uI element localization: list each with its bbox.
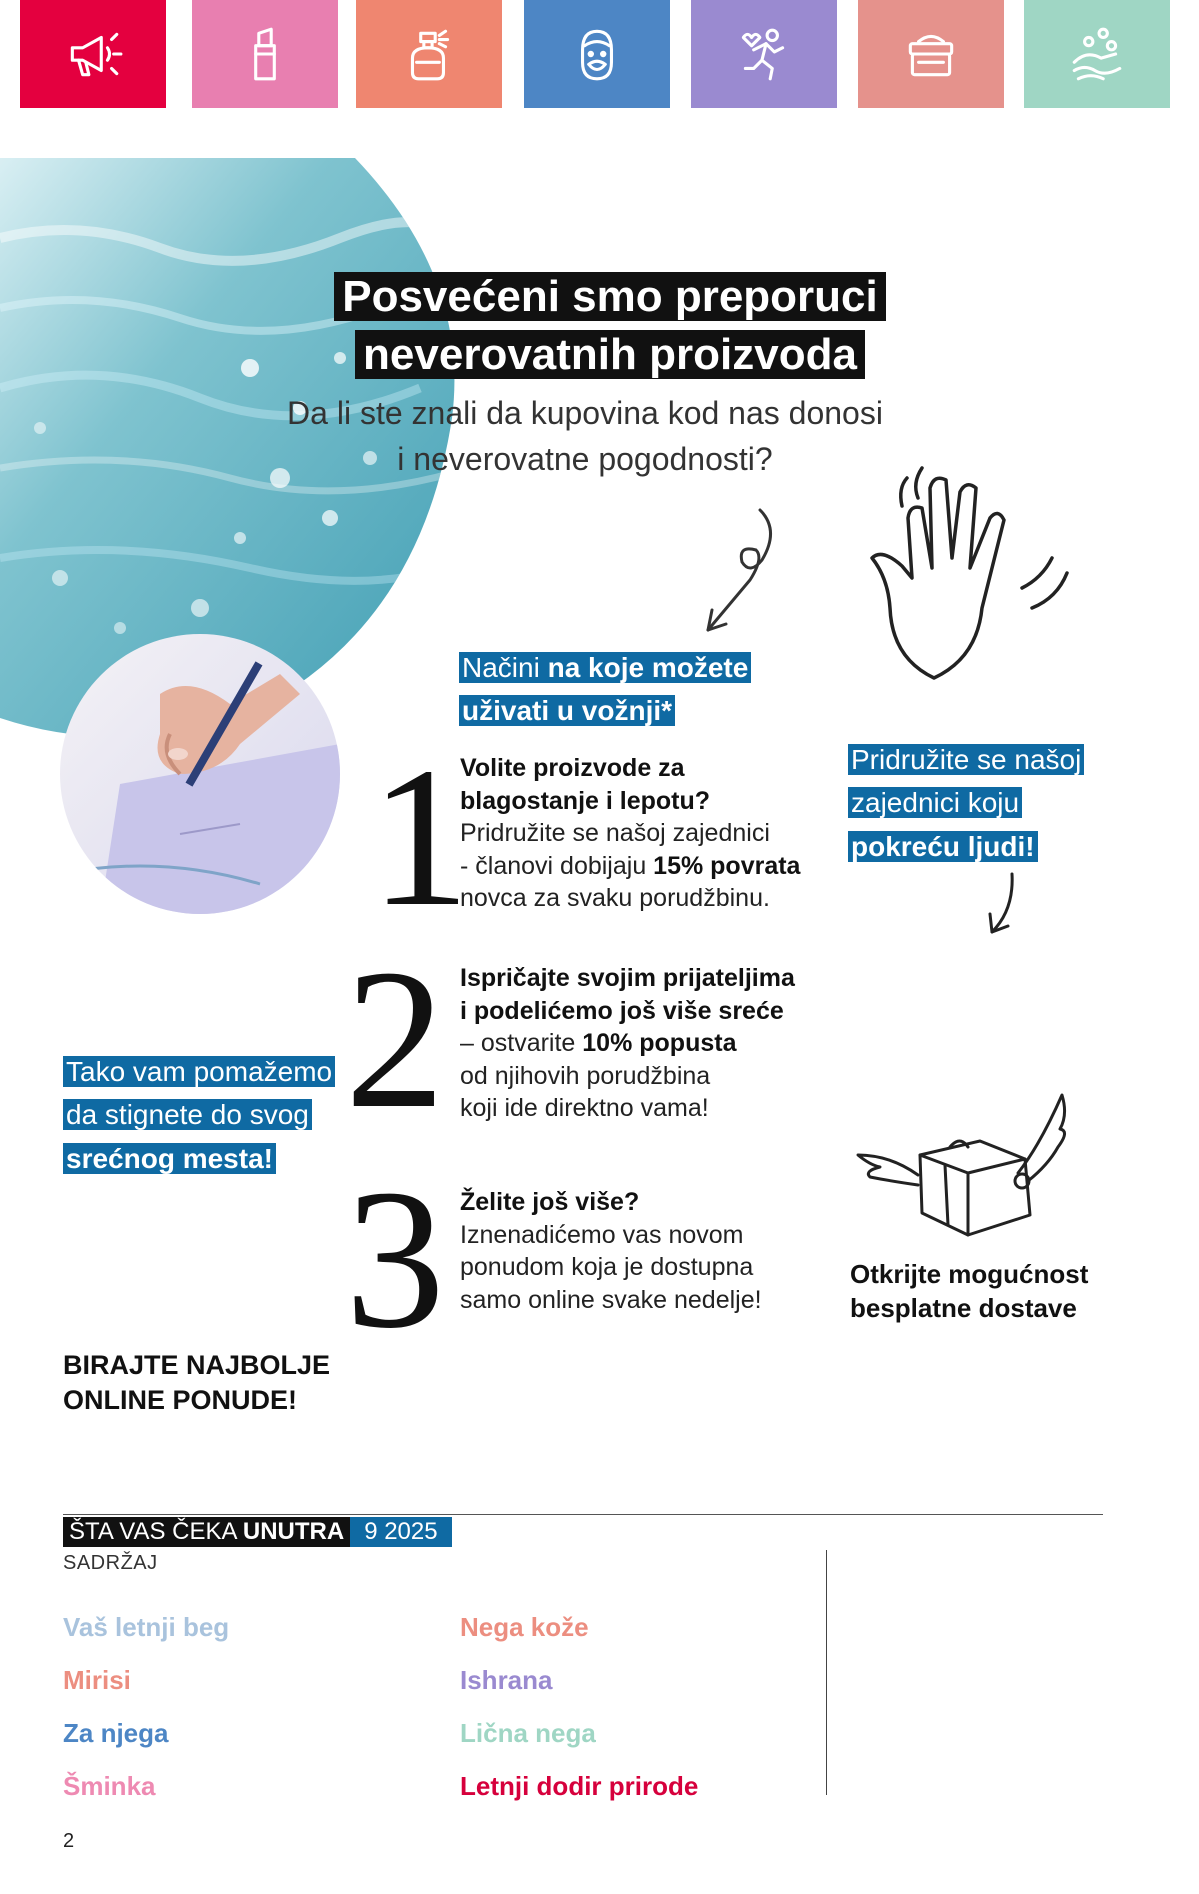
best-online-offers-text <box>63 1348 330 1418</box>
step-1-title-1: Volite proizvode za <box>460 754 685 782</box>
community-line-2: zajednici koju <box>848 787 1022 818</box>
toc-item-nutrition[interactable]: Ishrana <box>460 1665 553 1695</box>
happy-place-box <box>63 1050 363 1180</box>
page-headline <box>330 268 890 384</box>
tab-fragrance[interactable] <box>356 0 502 108</box>
subheadline-line-2: i neverovatne pogodnosti? <box>397 441 773 478</box>
small-down-arrow-doodle <box>982 870 1022 940</box>
tab-makeup[interactable] <box>192 0 338 108</box>
tab-for-him[interactable] <box>524 0 670 108</box>
community-line-1: Pridružite se našoj <box>848 744 1084 775</box>
step-2-text-2: od njihovih porudžbina <box>460 1061 711 1090</box>
fitness-icon <box>733 23 795 85</box>
step-3-text-3: samo online svake nedelje! <box>460 1285 762 1314</box>
help-line-2: da stignete do svog <box>63 1099 312 1130</box>
toc-item-summer-escape[interactable]: Vaš letnji beg <box>63 1612 230 1642</box>
toc-item-summer-nature[interactable]: Letnji dodir prirode <box>460 1771 699 1801</box>
toc-divider-line <box>63 1514 1103 1515</box>
help-line-1: Tako vam pomažemo <box>63 1056 335 1087</box>
help-line-3: srećnog mesta! <box>66 1142 273 1174</box>
step-3-text-2: ponudom koja je dostupna <box>460 1253 754 1281</box>
step-2-title-1: Ispričajte svojim prijateljima <box>460 964 795 992</box>
page-subheadline <box>270 390 900 483</box>
page-number: 2 <box>63 1830 75 1852</box>
step-3-text <box>460 1186 762 1316</box>
step-1-text-2b: 15% povrata <box>653 851 801 880</box>
tab-skincare[interactable] <box>858 0 1004 108</box>
delivery-line-2: besplatne dostave <box>850 1292 1077 1323</box>
step-2-text-3: koji ide direktno vama! <box>460 1094 709 1122</box>
ways-label-part-1: Načini <box>462 652 548 683</box>
bath-icon <box>1066 23 1128 85</box>
toc-vertical-divider <box>826 1550 827 1795</box>
waving-hand-doodle <box>862 448 1112 698</box>
loop-arrow-doodle <box>690 500 790 640</box>
step-3-text-1: Iznenadićemo vas novom <box>460 1220 744 1249</box>
best-online-line-1: BIRAJTE NAJBOLJE <box>63 1350 331 1380</box>
cream-jar-icon <box>900 23 962 85</box>
step-2-text-1b: 10% popusta <box>582 1029 737 1057</box>
toc-header <box>63 1517 452 1547</box>
best-online-line-2: ONLINE PONUDE! <box>63 1385 298 1416</box>
join-community-box <box>848 738 1148 868</box>
step-1-text-3: novca za svaku porudžbinu. <box>460 884 770 912</box>
step-2-text-1a: – ostvarite <box>460 1029 583 1057</box>
headline-line-2: neverovatnih proizvoda <box>355 330 865 379</box>
step-2-text <box>460 962 795 1125</box>
step-2-title-2: i podelićemo još više sreće <box>460 996 784 1025</box>
writing-hand-photo <box>60 634 340 914</box>
toc-item-personal-care[interactable]: Lična nega <box>460 1718 596 1748</box>
toc-item-skincare[interactable]: Nega kože <box>460 1612 589 1642</box>
toc-header-b: UNUTRA <box>242 1518 345 1545</box>
step-1-title-2: blagostanje i lepotu? <box>460 786 711 815</box>
headline-line-1: Posvećeni smo preporuci <box>334 272 886 321</box>
toc-item-for-him[interactable]: Za njega <box>63 1718 169 1748</box>
tab-personal-care[interactable] <box>1024 0 1170 108</box>
lipstick-icon <box>234 23 296 85</box>
ways-label-part-2: na koje možete <box>547 652 749 683</box>
step-3-title-1: Želite još više? <box>460 1188 640 1216</box>
community-line-3: pokreću ljudi! <box>851 830 1035 862</box>
toc-issue-badge: 9 2025 <box>350 1517 451 1547</box>
toc-item-makeup[interactable]: Šminka <box>63 1771 156 1801</box>
step-number-2: 2 <box>345 929 445 1150</box>
tab-news[interactable] <box>20 0 166 108</box>
step-number-3: 3 <box>345 1149 445 1370</box>
toc-header-a: ŠTA VAS ČEKA <box>69 1518 243 1545</box>
step-number-1: 1 <box>370 727 470 948</box>
ways-label-part-3: uživati u vožnji* <box>462 695 673 727</box>
subheadline-line-1: Da li ste znali da kupovina kod nas donosi <box>287 395 883 431</box>
delivery-line-1: Otkrijte mogućnost <box>850 1259 1089 1289</box>
megaphone-icon <box>62 23 124 85</box>
tab-wellness[interactable] <box>691 0 837 108</box>
toc-subtitle: SADRŽAJ <box>63 1552 158 1574</box>
step-1-text <box>460 752 800 915</box>
flying-gift-box-doodle <box>850 1085 1080 1245</box>
man-face-icon <box>566 23 628 85</box>
toc-item-fragrances[interactable]: Mirisi <box>63 1665 131 1695</box>
free-delivery-text <box>850 1258 1088 1326</box>
perfume-icon <box>398 23 460 85</box>
ways-to-enjoy-box <box>459 646 789 733</box>
step-1-text-1: Pridružite se našoj zajednici <box>460 819 770 847</box>
step-1-text-2a: - članovi dobijaju <box>460 851 654 880</box>
